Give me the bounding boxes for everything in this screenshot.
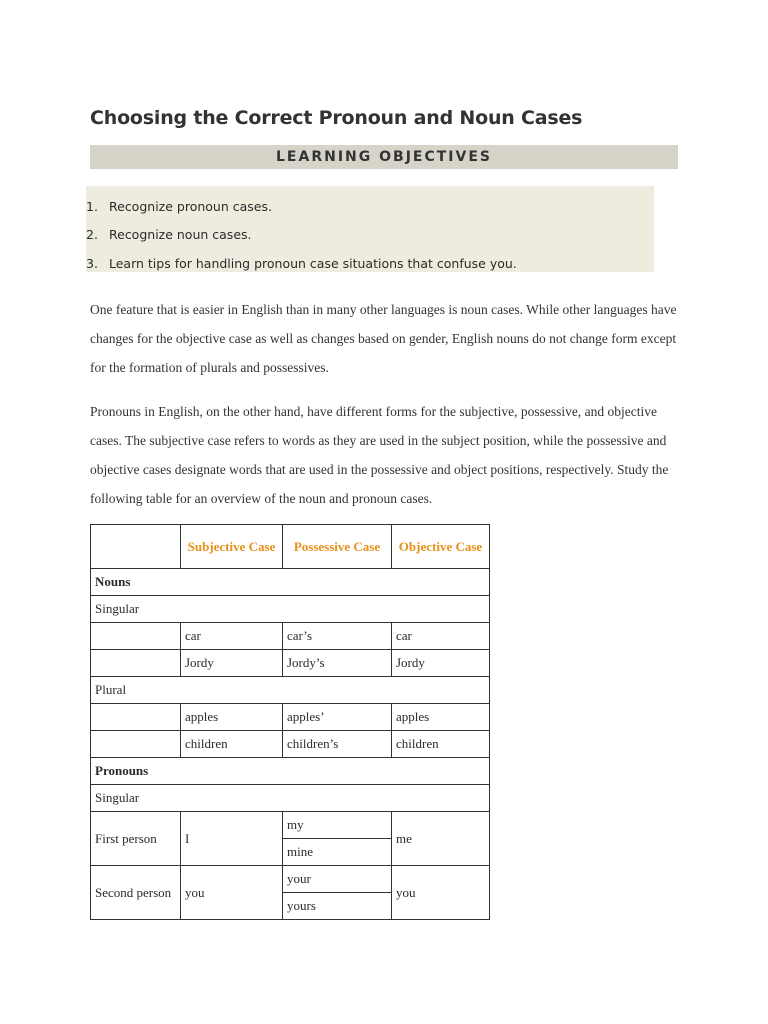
table-row — [91, 650, 490, 677]
table-row — [91, 569, 490, 596]
second-person-subjective: you — [181, 866, 283, 920]
nouns-plural-label: Plural — [91, 677, 490, 704]
table-cell — [91, 731, 181, 758]
table-cell: apples — [181, 704, 283, 731]
first-person-possessive-my: my — [287, 817, 304, 832]
table-row — [91, 704, 490, 731]
table-cell — [91, 704, 181, 731]
table-row — [91, 785, 490, 812]
intro-paragraph: One feature that is easier in English than in many other languages is noun cases. While other languages have changes for the objective case as well as changes based on gender, English nouns do not change form except for the formation of plurals and possessives. — [90, 302, 677, 375]
first-person-label: First person — [91, 812, 181, 866]
table-row-first-person — [91, 812, 490, 866]
first-person-possessive — [283, 812, 392, 866]
page-title: Choosing the Correct Pronoun and Noun Cases — [90, 106, 583, 129]
second-person-objective: you — [392, 866, 490, 920]
learning-objectives-box — [86, 186, 654, 272]
objective-number: 3. — [86, 256, 98, 271]
first-person-possessive-mine: mine — [283, 838, 391, 865]
table-row — [91, 677, 490, 704]
table-row — [91, 623, 490, 650]
table-cell: car’s — [283, 623, 392, 650]
table-header-row — [91, 525, 490, 569]
table-row — [91, 758, 490, 785]
table-cell: Jordy — [181, 650, 283, 677]
table-row-second-person — [91, 866, 490, 920]
first-person-subjective: I — [181, 812, 283, 866]
second-person-possessive — [283, 866, 392, 920]
case-table — [90, 524, 490, 920]
pronouns-singular-label: Singular — [91, 785, 490, 812]
objective-text: Learn tips for handling pronoun case situations that confuse you. — [109, 256, 517, 271]
table-row — [91, 596, 490, 623]
table-cell — [91, 650, 181, 677]
objective-number: 1. — [86, 199, 98, 214]
objective-text: Recognize noun cases. — [109, 227, 252, 242]
table-cell: apples’ — [283, 704, 392, 731]
table-cell: children — [392, 731, 490, 758]
second-person-possessive-yours: yours — [283, 892, 391, 919]
second-person-possessive-your: your — [287, 871, 311, 886]
table-cell: car — [392, 623, 490, 650]
learning-objectives-heading: LEARNING OBJECTIVES — [90, 145, 678, 169]
table-cell: children — [181, 731, 283, 758]
nouns-section-label: Nouns — [91, 569, 490, 596]
objective-number: 2. — [86, 227, 98, 242]
table-row — [91, 731, 490, 758]
table-cell: car — [181, 623, 283, 650]
first-person-objective: me — [392, 812, 490, 866]
header-objective-case: Objective Case — [392, 525, 490, 569]
nouns-singular-label: Singular — [91, 596, 490, 623]
header-subjective-case: Subjective Case — [181, 525, 283, 569]
second-person-label: Second person — [91, 866, 181, 920]
table-cell: children’s — [283, 731, 392, 758]
pronoun-paragraph: Pronouns in English, on the other hand, have different forms for the subjective, possessive, and objective cases. The subjective case refers to words as they are used in the subject position, while the possessive and objective cases designate words that are used in the possessive and object positions, respectively. Study the following table for an overview of the noun and pronoun cases. — [90, 404, 669, 506]
objective-text: Recognize pronoun cases. — [109, 199, 272, 214]
header-empty-cell — [91, 525, 181, 569]
header-possessive-case: Possessive Case — [283, 525, 392, 569]
table-cell: Jordy — [392, 650, 490, 677]
table-cell: apples — [392, 704, 490, 731]
table-cell — [91, 623, 181, 650]
table-cell: Jordy’s — [283, 650, 392, 677]
pronouns-section-label: Pronouns — [91, 758, 490, 785]
